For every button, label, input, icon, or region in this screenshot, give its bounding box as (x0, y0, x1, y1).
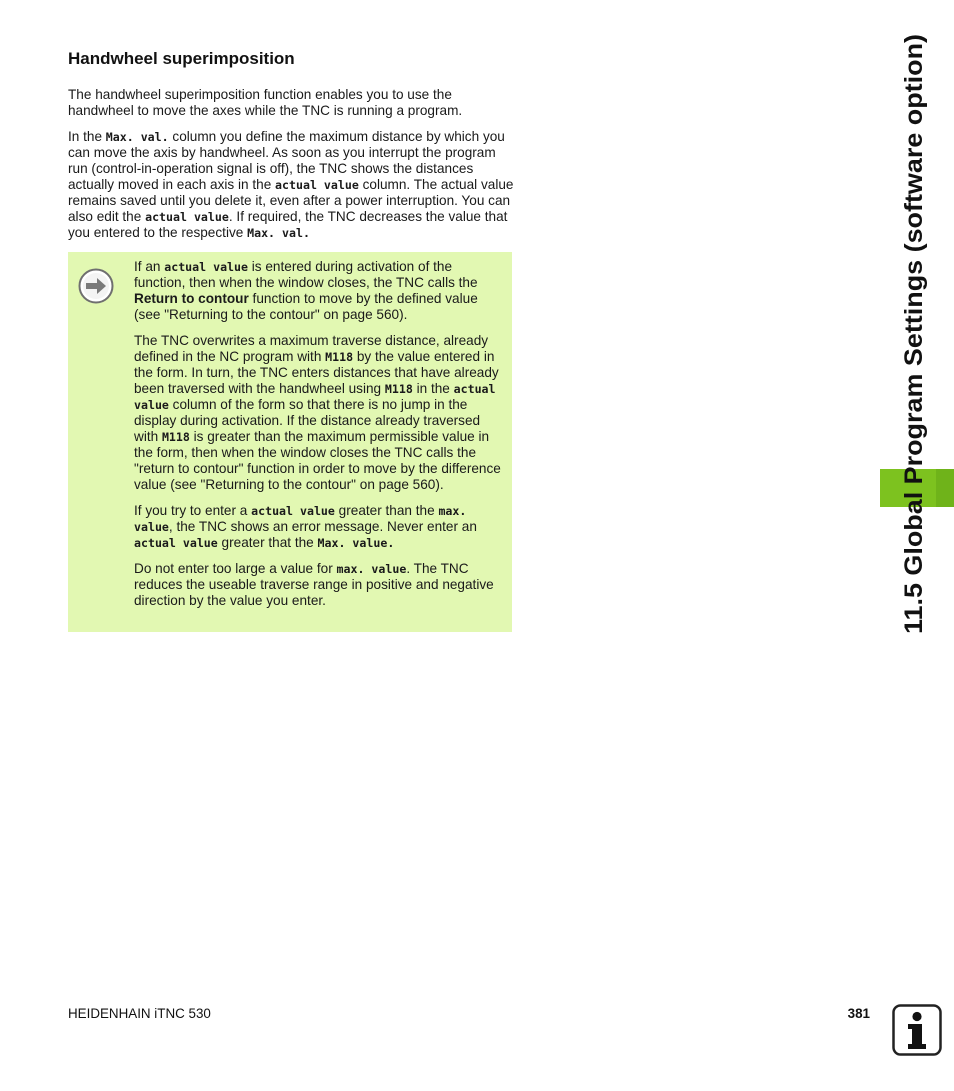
code-term: actual value (145, 210, 229, 224)
text-run: function to move by the defined value (see "Returning to the contour" on page 560). (134, 291, 478, 322)
text-run: in the (412, 381, 454, 396)
info-icon (892, 1004, 942, 1056)
page-number: 381 (847, 1006, 870, 1021)
chapter-sidebar-title (880, 24, 936, 644)
text-run: by the value entered in the form. In turn, the TNC enters distances that have already been traversed with the handwheel using (134, 349, 499, 396)
bold-term: Return to contour (134, 291, 249, 306)
text-run: . If required, the TNC decreases the value that you entered to the respective (68, 209, 508, 240)
note-text (134, 259, 504, 619)
text-run: , the TNC shows an error message. Never enter an (168, 519, 477, 534)
note-paragraph (134, 503, 504, 551)
text-run: column you define the maximum distance by which you can move the axis by handwheel. As soon as you interrupt the program run (control-in-operation signal is off), the TNC shows the distances actually moved in each axis in the (68, 129, 505, 192)
intro-paragraph: The handwheel superimposition function enables you to use the handwheel to move the axes while the TNC is running a program. (68, 87, 463, 118)
text-run: If you try to enter a (134, 503, 252, 518)
section-heading: Handwheel superimposition (68, 49, 295, 68)
note-paragraph (134, 333, 504, 493)
note-paragraph (134, 561, 504, 609)
code-term: M118 (325, 350, 354, 364)
code-term: M118 (161, 430, 190, 444)
note-box (68, 252, 512, 632)
text-run: is entered during activation of the function, then when the window closes, the TNC calls the (134, 259, 478, 290)
code-term: M118 (384, 382, 413, 396)
footer-product: HEIDENHAIN iTNC 530 (68, 1006, 211, 1021)
text-run: If an (134, 259, 165, 274)
text-run: greater than the (334, 503, 439, 518)
code-term: actual value (275, 178, 359, 192)
text-run: greater that the (217, 535, 318, 550)
code-term: max. value (336, 562, 407, 576)
text-run: In the (68, 129, 106, 144)
code-term: Max. value. (317, 536, 395, 550)
text-run: The TNC overwrites a maximum traverse distance, already defined in the NC program with (134, 333, 489, 364)
code-term: Max. val. (105, 130, 169, 144)
text-run: column. The actual value remains saved until you delete it, even after a power interruption. You can also edit the (68, 177, 514, 224)
text-run: column of the form so that there is no jump in the display during activation. If the distance already traversed with (134, 397, 481, 444)
text-run: Do not enter too large a value for (134, 561, 337, 576)
chapter-tab-edge (936, 469, 954, 507)
chapter-sidebar-text: 11.5 Global Program Settings (software option) (900, 76, 928, 634)
code-term: max. value (134, 504, 467, 534)
arrow-right-icon (78, 268, 114, 304)
code-term: actual value (251, 504, 335, 518)
code-term: actual value (164, 260, 248, 274)
text-run: is greater than the maximum permissible value in the form, then when the window closes the TNC calls the "return to contour" function in order to move by the difference value (see "Returning to the contour" on page 560). (134, 429, 501, 492)
note-paragraph (134, 259, 504, 323)
code-term: Max. val. (247, 226, 310, 240)
code-term: actual value (134, 536, 218, 550)
code-term: actual value (134, 382, 496, 412)
text-run: . The TNC reduces the useable traverse range in positive and negative direction by the value you enter. (134, 561, 494, 608)
max-val-paragraph (68, 129, 514, 241)
